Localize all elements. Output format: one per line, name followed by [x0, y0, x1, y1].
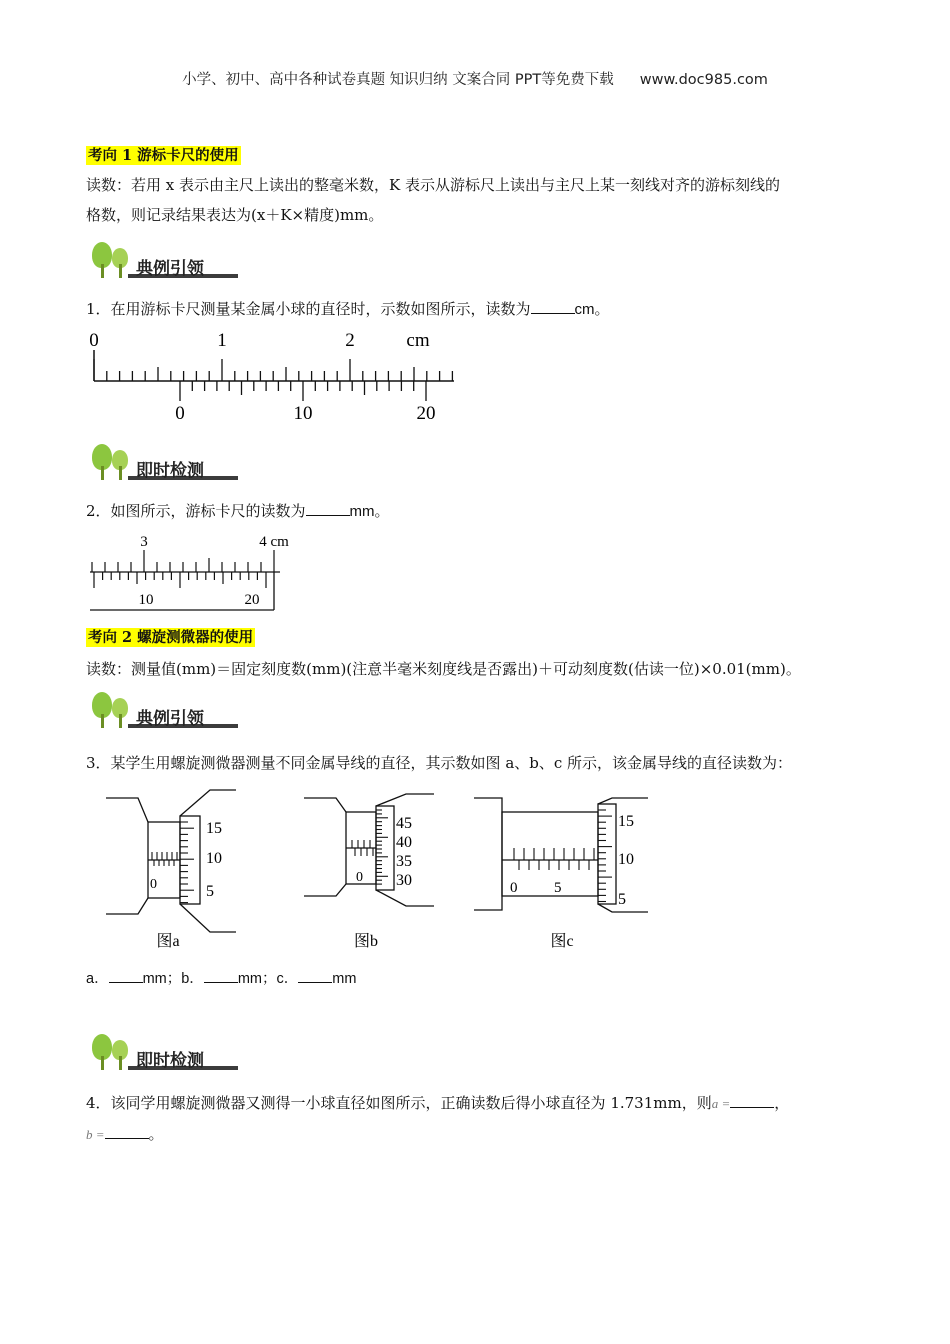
vernier-scale-label: 20 [244, 592, 260, 608]
figure-caption: 图c [550, 933, 574, 950]
vernier-scale-label: 10 [138, 592, 154, 608]
figure-caption: 图b [353, 933, 379, 950]
fixed-scale-label: 0 [510, 880, 518, 896]
main-scale-unit: cm [406, 330, 430, 351]
fixed-scale-label: 5 [554, 880, 562, 896]
example-badge-label: 典例引领 [136, 709, 204, 729]
q1-unit: cm。 [574, 301, 610, 318]
vernier-scale-label: 10 [293, 403, 313, 424]
q3-answer-end: mm [332, 971, 357, 987]
q3-blank-a[interactable] [109, 968, 143, 983]
micrometer-figure-c [472, 786, 657, 956]
main-scale-label: 4 cm [259, 534, 289, 550]
q1-text: 1．在用游标卡尺测量某金属小球的直径时，示数如图所示，读数为 [86, 300, 531, 318]
figure-caption: 图a [156, 933, 180, 950]
check-badge-1 [88, 442, 238, 488]
vernier-figure-2 [84, 530, 304, 614]
question-4 [86, 1088, 906, 1150]
question-1 [86, 294, 610, 325]
q4-comma: ， [774, 1094, 790, 1112]
section2-title-wrap [86, 626, 255, 647]
main-scale-label: 1 [217, 330, 227, 351]
thimble-scale-label: 45 [396, 815, 412, 832]
thimble-scale-label: 15 [206, 820, 222, 837]
q2-text: 2．如图所示，游标卡尺的读数为 [86, 502, 306, 520]
fixed-scale-label: 0 [150, 877, 157, 892]
question-2 [86, 496, 390, 527]
thimble-scale-label: 35 [396, 853, 412, 870]
header-site[interactable]: www.doc985.com [639, 72, 768, 88]
q3-blank-b[interactable] [204, 968, 238, 983]
check-badge-2 [88, 1032, 238, 1078]
q4-blank-a[interactable] [730, 1093, 774, 1108]
thimble-scale-label: 30 [396, 872, 412, 889]
thimble-scale-label: 10 [618, 851, 634, 868]
thimble-scale-label: 5 [618, 891, 626, 908]
main-scale-label: 3 [140, 534, 148, 550]
q4-blank-b[interactable] [105, 1124, 149, 1139]
example-badge-label: 典例引领 [136, 259, 204, 279]
q3-answer-a-label: a． [86, 971, 109, 987]
example-badge-2 [88, 690, 238, 736]
q4-b-eq: b = [86, 1127, 105, 1142]
section1-reading-line1: 读数：若用 x 表示由主尺上读出的整毫米数，K 表示从游标尺上读出与主尺上某一刻线对齐的游标刻线的 [86, 176, 780, 194]
q3-blank-c[interactable] [298, 968, 332, 983]
thimble-scale-label: 5 [206, 883, 214, 900]
vernier-scale-label: 0 [175, 403, 185, 424]
thimble-scale-label: 40 [396, 834, 412, 851]
question-3: 3．某学生用螺旋测微器测量不同金属导线的直径，其示数如图 a、b、c 所示，该金属导线的直径读数为： [86, 754, 793, 772]
fixed-scale-label: 0 [356, 870, 363, 885]
q2-unit: mm。 [349, 503, 390, 520]
q3-answer-c-label: mm；c． [237, 971, 299, 987]
page-header [0, 68, 950, 89]
check-badge-label: 即时检测 [136, 461, 204, 481]
thimble-scale-label: 10 [206, 850, 222, 867]
q3-answer-line [86, 964, 356, 994]
section2-reading: 读数：测量值(mm)＝固定刻度数(mm)(注意半毫米刻度线是否露出)＋可动刻度数(估读一位)×0.01(mm)。 [86, 660, 801, 678]
q2-blank[interactable] [306, 501, 350, 516]
section2-title: 考向 2 螺旋测微器的使用 [88, 629, 254, 646]
check-badge-label: 即时检测 [136, 1051, 204, 1071]
q4-text: 4．该同学用螺旋测微器又测得一小球直径如图所示，正确读数后得小球直径为 1.731mm，则 [86, 1094, 712, 1112]
section1-reading [86, 170, 886, 230]
q4-a-eq: a = [711, 1096, 731, 1111]
section1-title: 考向 1 游标卡尺的使用 [88, 147, 239, 164]
q3-answer-b-label: mm；b． [142, 971, 204, 987]
example-badge-1 [88, 240, 238, 286]
main-scale-label: 0 [89, 330, 99, 351]
thimble-scale-label: 15 [618, 813, 634, 830]
q4-end: 。 [148, 1125, 164, 1143]
section1-reading-line2: 格数，则记录结果表达为(x＋K×精度)mm。 [86, 206, 384, 224]
main-scale-label: 2 [345, 330, 355, 351]
vernier-figure-1 [80, 326, 470, 426]
q1-blank[interactable] [531, 299, 575, 314]
vernier-scale-label: 20 [416, 403, 436, 424]
micrometer-figure-b [298, 786, 448, 956]
header-text: 小学、初中、高中各种试卷真题 知识归纳 文案合同 PPT等免费下载 [182, 72, 614, 88]
micrometer-figure-a [100, 786, 250, 956]
section1-title-wrap [86, 144, 241, 165]
